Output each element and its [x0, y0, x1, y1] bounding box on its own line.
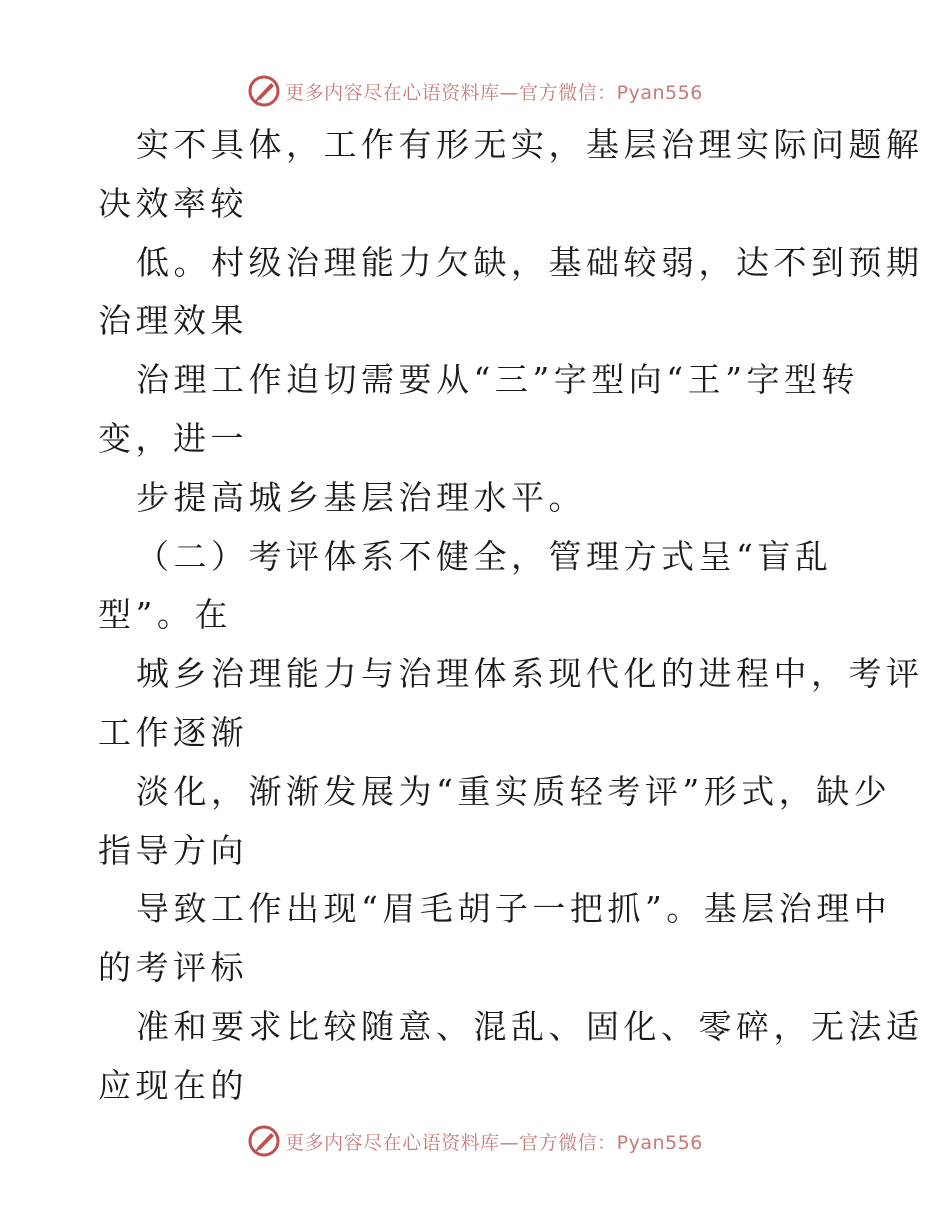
- paragraph-line: 淡化，渐渐发展为“重实质轻考评”形式，缺少: [136, 771, 892, 811]
- quill-seal-icon: [247, 1124, 281, 1158]
- paragraph-line: 治理效果: [98, 301, 248, 341]
- paragraph-line: 的考评标: [98, 948, 248, 988]
- header-banner: [0, 71, 950, 111]
- paragraph-line: 型”。在: [98, 595, 232, 635]
- footer-banner: [0, 1121, 950, 1161]
- paragraph-line: 导致工作出现“眉毛胡子一把抓”。基层治理中: [136, 889, 892, 929]
- section-heading-line: （二）考评体系不健全，管理方式呈“盲乱: [136, 536, 833, 576]
- paragraph-line: 准和要求比较随意、混乱、固化、零碎，无法适: [136, 1006, 924, 1046]
- paragraph-line: 决效率较: [98, 183, 248, 223]
- document-body: [98, 116, 924, 1116]
- paragraph-line: 变，进一: [98, 418, 248, 458]
- paragraph-line: 低。村级治理能力欠缺，基础较弱，达不到预期: [136, 242, 924, 282]
- footer-banner-text: 更多内容尽在心语资料库—官方微信：Pyan556: [285, 1131, 703, 1154]
- paragraph-line: 工作逐渐: [98, 712, 248, 752]
- paragraph-line: 治理工作迫切需要从“三”字型向“王”字型转: [136, 360, 859, 400]
- paragraph-line: 城乡治理能力与治理体系现代化的进程中，考评: [136, 654, 924, 694]
- header-banner-text: 更多内容尽在心语资料库—官方微信：Pyan556: [285, 81, 703, 104]
- paragraph-line: 实不具体，工作有形无实，基层治理实际问题解: [136, 125, 924, 164]
- paragraph-line: 应现在的: [98, 1065, 248, 1105]
- quill-seal-icon: [247, 74, 281, 108]
- paragraph-line: 指导方向: [98, 830, 248, 870]
- paragraph-line: 步提高城乡基层治理水平。: [136, 477, 586, 517]
